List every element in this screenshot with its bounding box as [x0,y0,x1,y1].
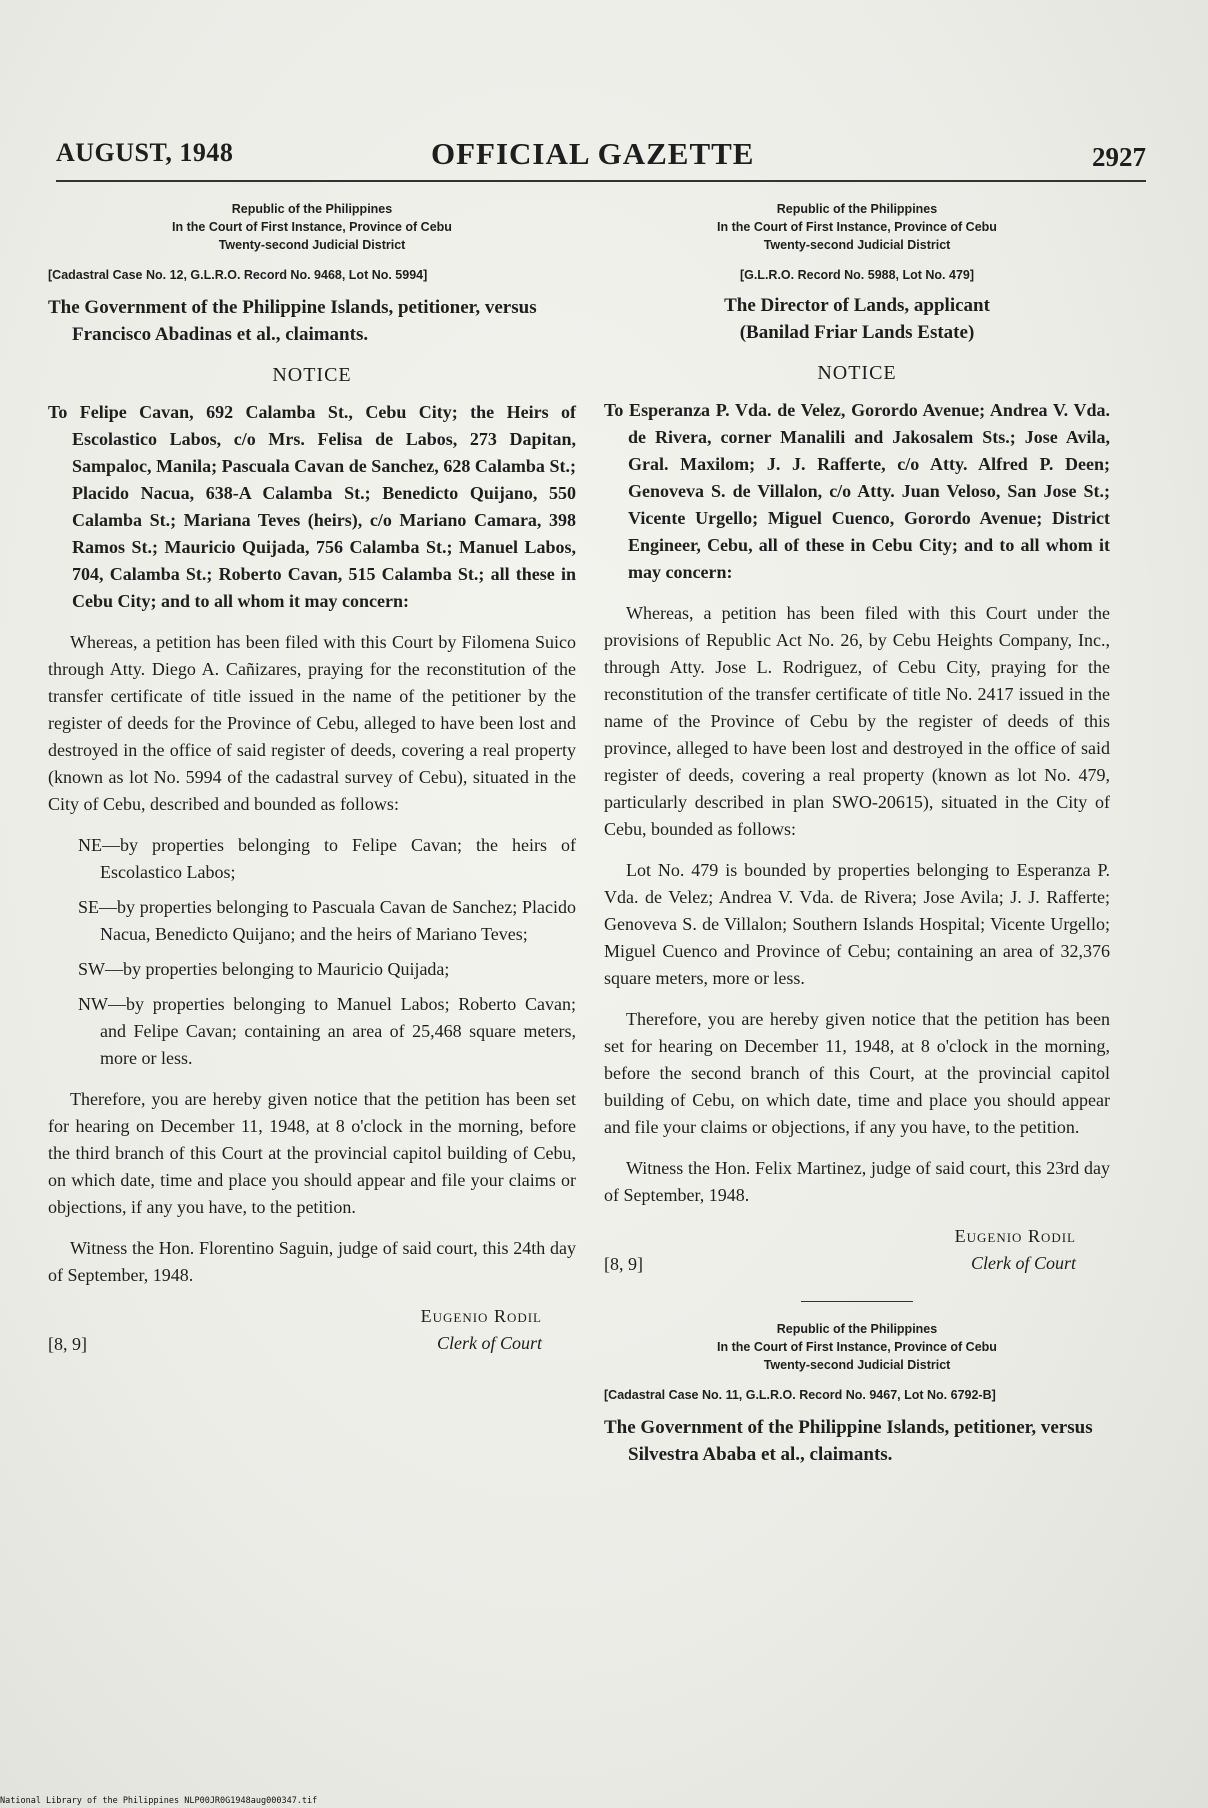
boundary-item: NW—by properties belonging to Manuel Labos; Roberto Cavan; and Felipe Cavan; containing an area of 25,468 square meters, more or less. [78,994,576,1068]
case-reference: [G.L.R.O. Record No. 5988, Lot No. 479] [739,268,975,282]
page-number: 2927 [1092,142,1146,172]
court-heading [48,200,576,254]
court-line: Twenty-second Judicial District [218,238,406,252]
therefore-paragraph: Therefore, you are hereby given notice that the petition has been set for hearing on December 11, 1948, at 8 o'clock in the morning, before the third branch of this Court at the provincial capitol building of Cebu, on which date, time and place you should appear and file your claims or objections, if any you have, to the petition. [48,1089,576,1217]
boundary-item: SW—by properties belonging to Mauricio Quijada; [78,959,450,979]
therefore-paragraph: Therefore, you are hereby given notice that the petition has been set for hearing on December 11, 1948, at 8 o'clock in the morning, before the second branch of this Court, at the provincial capitol building of Cebu, on which date, time and place you should appear and file your claims or objections, if any you have, to the petition. [604,1009,1110,1137]
witness-paragraph: Witness the Hon. Florentino Saguin, judge of said court, this 24th day of September, 1948. [48,1238,576,1285]
boundary-list [78,832,576,1072]
court-heading [604,200,1110,254]
court-line: Republic of the Philippines [231,202,393,216]
case-parties: The Government of the Philippine Islands, petitioner, versus Silvestra Ababa et al., claimants. [604,1417,1093,1465]
issue-reference: [8, 9] [48,1334,87,1354]
notice-title: NOTICE [817,362,897,384]
issue-date: AUGUST, 1948 [56,138,234,167]
boundary-item: SE—by properties belonging to Pascuala Cavan de Sanchez; Placido Nacua, Benedicto Quijano; and the heirs of Mariano Teves; [78,897,576,944]
court-heading [604,1320,1110,1374]
issue-reference: [8, 9] [604,1254,643,1274]
notice-divider [801,1301,913,1302]
court-line: Republic of the Philippines [776,202,938,216]
court-line: In the Court of First Instance, Province of Cebu [717,220,997,234]
notice-addressees: To Esperanza P. Vda. de Velez, Gorordo Avenue; Andrea V. Vda. de Rivera, corner Manalili and Jakosalem Sts.; Jose Avila, Gral. Maxilom; J. J. Rafferte, c/o Atty. Alfred P. Deen; Genoveva S. de Villalon, c/o Atty. Juan Veloso, San Jose St.; Vicente Urgello; Miguel Cuenco, Gorordo Avenue; District Engineer, Cebu, all of these in Cebu City; and to all whom it may concern: [604,400,1110,582]
court-line: In the Court of First Instance, Province of Cebu [172,220,452,234]
scan-footer: National Library of the Philippines NLP00JR0G1948aug000347.tif [0,1796,318,1806]
case-reference: [Cadastral Case No. 11, G.L.R.O. Record No. 9467, Lot No. 6792-B] [604,1388,996,1402]
whereas-paragraph: Whereas, a petition has been filed with this Court under the provisions of Republic Act No. 26, by Cebu Heights Company, Inc., through Atty. Jose L. Rodriguez, of Cebu City, praying for the reconstitution of the transfer certificate of title No. 2417 issued in the name of the Province of Cebu by the register of deeds of this province, alleged to have been lost and destroyed in the office of said register of deeds, covering a real property (known as lot No. 479, particularly described in plan SWO-20615), situated in the City of Cebu, bounded as follows: [604,603,1110,839]
whereas-paragraph: Whereas, a petition has been filed with this Court by Filomena Suico through Atty. Diego A. Cañizares, praying for the reconstitution of the transfer certificate of title issued in the name of the petitioner by the register of deeds for the Province of Cebu, alleged to have been lost and destroyed in the office of said register of deeds, covering a real property (known as lot No. 5994 of the cadastral survey of Cebu), situated in the City of Cebu, described and bounded as follows: [48,632,576,814]
signer-name: Eugenio Rodil [954,1226,1076,1246]
publication-title: OFFICIAL GAZETTE [431,136,755,171]
applicant-line: The Director of Lands, applicant [724,295,990,316]
left-column [48,200,576,1359]
case-parties [604,292,1110,346]
notice-addressees: To Felipe Cavan, 692 Calamba St., Cebu City; the Heirs of Escolastico Labos, c/o Mrs. Felisa de Labos, 273 Dapitan, Sampaloc, Manila; Pascuala Cavan de Sanchez, 628 Calamba St.; Placido Nacua, 638-A Calamba St.; Benedicto Quijano, 550 Calamba St.; Mariana Teves (heirs), c/o Mariano Camara, 398 Ramos St.; Mauricio Quijada, 756 Calamba St.; Manuel Labos, 704, Calamba St.; Roberto Cavan, 515 Calamba St.; all these in Cebu City; and to all whom it may concern: [48,402,576,611]
notice-title: NOTICE [272,364,352,386]
boundary-item: NE—by properties belonging to Felipe Cavan; the heirs of Escolastico Labos; [78,835,576,882]
page-header [56,138,1146,182]
signer-name: Eugenio Rodil [420,1306,542,1326]
case-parties: The Government of the Philippine Islands, petitioner, versus Francisco Abadinas et al., claimants. [48,297,537,345]
court-line: In the Court of First Instance, Province of Cebu [717,1340,997,1354]
court-line: Twenty-second Judicial District [763,1358,951,1372]
signer-title: Clerk of Court [436,1333,542,1353]
lot-description: Lot No. 479 is bounded by properties belonging to Esperanza P. Vda. de Velez; Andrea V. Vda. de Rivera; Jose Avila; J. J. Rafferte; Genoveva S. de Villalon; Southern Islands Hospital; Vicente Urgello; Miguel Cuenco and Province of Cebu; containing an area of 32,376 square meters, more or less. [604,860,1110,988]
header-rule [56,180,1146,182]
witness-paragraph: Witness the Hon. Felix Martinez, judge of said court, this 23rd day of September, 1948. [604,1158,1110,1205]
case-reference: [Cadastral Case No. 12, G.L.R.O. Record No. 9468, Lot No. 5994] [48,268,428,282]
signature-block [48,1303,576,1359]
estate-line: (Banilad Friar Lands Estate) [739,322,975,343]
signature-block [604,1223,1110,1279]
signer-title: Clerk of Court [970,1253,1076,1273]
right-column [604,200,1110,1468]
court-line: Republic of the Philippines [776,1322,938,1336]
court-line: Twenty-second Judicial District [763,238,951,252]
